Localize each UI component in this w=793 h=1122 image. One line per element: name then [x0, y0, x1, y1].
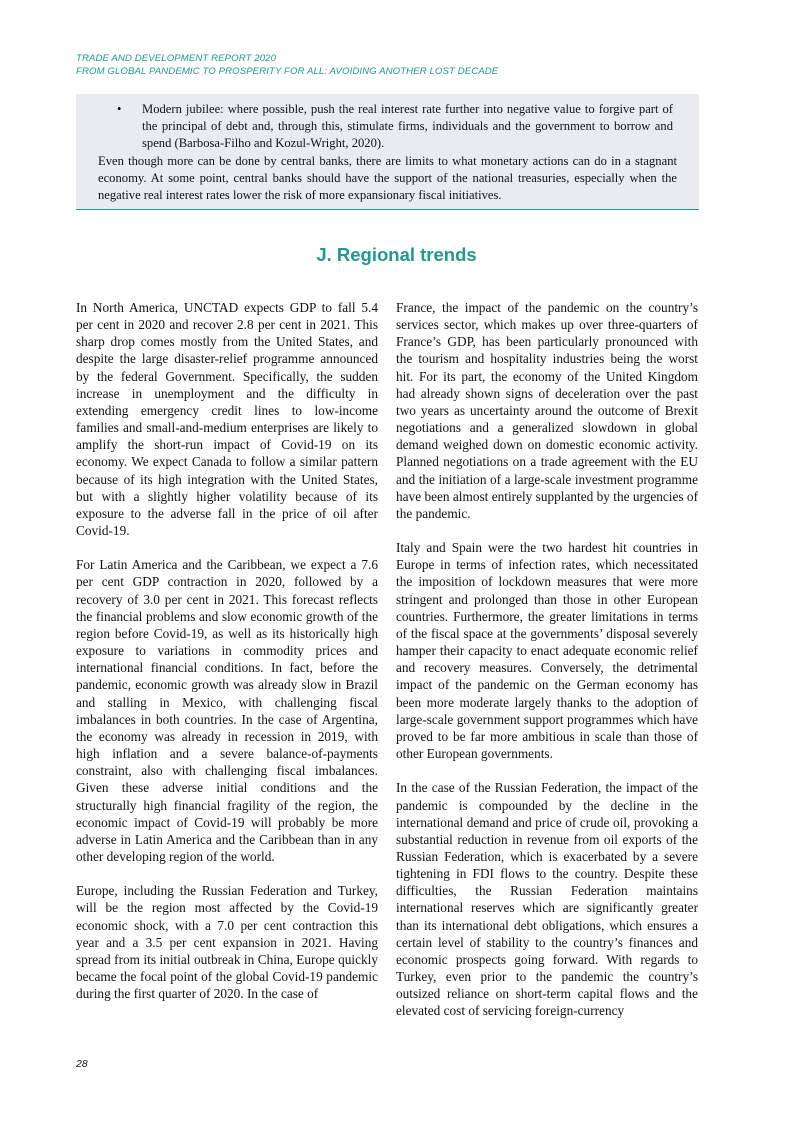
report-subtitle: FROM GLOBAL PANDEMIC TO PROSPERITY FOR ALL: AVOIDING ANOTHER LOST DECADE — [76, 66, 499, 77]
page-number: 28 — [76, 1058, 88, 1070]
paragraph: In the case of the Russian Federation, the impact of the pandemic is compounded by the decline in the international demand and price of crude oil, provoking a substantial reduction in revenue from oil exports of the Russian Federation, which is exacerbated by a severe tightening in FDI flows to the country. Despite these difficulties, the Russian Federation maintains international reserves which are significantly greater than its international debt obligations, which ensures a certain level of stability to the country’s finances and economic prospects going forward. With regards to Turkey, even prior to the pandemic the country’s outsized reliance on short-term capital flows and the elevated cost of servicing foreign-currency — [396, 780, 698, 1019]
left-column — [76, 299, 378, 1020]
bullet-item — [98, 101, 677, 152]
section-title: J. Regional trends — [316, 244, 477, 265]
paragraph: In North America, UNCTAD expects GDP to fall 5.4 per cent in 2020 and recover 2.8 per cent in 2021. This sharp drop comes mostly from the United States, and despite the large disaster-relief programme announced by the federal Government. Specifically, the sudden increase in unemployment and the difficulty in extending emergency credit lines to low-income families and small-and-medium enterprises are likely to amplify the short-run impact of Covid-19 on its economy. We expect Canada to follow a similar pattern because of its high integration with the United States, but with a slightly higher volatility because of its exposure to the adverse fall in the price of oil after Covid-19. — [76, 300, 378, 539]
boxed-text — [76, 94, 699, 210]
right-column — [396, 299, 698, 1037]
paragraph: France, the impact of the pandemic on the country’s services sector, which makes up over three-quarters of France’s GDP, has been particularly pronounced with the tourism and hospitality industries being the worst hit. For its part, the economy of the United Kingdom had already shown signs of deceleration over the past two years as uncertainty around the outcome of Brexit negotiations and a generalized slowdown in global demand weighed down on domestic economic activity. Planned negotiations on a trade agreement with the EU and the initiation of a large-scale investment programme have been almost entirely supplanted by the urgencies of the pandemic. — [396, 300, 698, 521]
report-title: TRADE AND DEVELOPMENT REPORT 2020 — [76, 53, 277, 64]
bullet-mark: • — [117, 102, 122, 116]
paragraph: Italy and Spain were the two hardest hit countries in Europe in terms of infection rates, which necessitated the imposition of lockdown measures that were more stringent and prolonged than those in other European countries. Furthermore, the greater limitations in terms of the fiscal space at the governments’ disposal severely hamper their capacity to enact adequate economic relief and recovery measures. Conversely, the detrimental impact of the pandemic on the German economy has been more moderate largely thanks to the adoption of large-scale government support programmes which have proved to be far more ambitious in scale than those of other European governments. — [396, 540, 698, 762]
paragraph: Europe, including the Russian Federation and Turkey, will be the region most affected by the Covid-19 economic shock, with a 7.0 per cent contraction this year and a 3.5 per cent expansion in 2021. Having spread from its initial outbreak in China, Europe quickly became the focal point of the global Covid-19 pandemic during the first quarter of 2020. In the case of — [76, 883, 378, 1002]
paragraph: For Latin America and the Caribbean, we expect a 7.6 per cent GDP contraction in 2020, followed by a recovery of 3.0 per cent in 2021. This forecast reflects the financial problems and slow economic growth of the region before Covid-19, as well as its historically high exposure to variations in commodity prices and international financial conditions. In fact, before the pandemic, economic growth was already slow in Brazil and stalling in Mexico, with challenging fiscal imbalances in both countries. In the case of Argentina, the economy was already in recession in 2019, with high inflation and a severe balance-of-payments constraint, also with challenging fiscal imbalances. Given these adverse initial conditions and the structurally high financial fragility of the region, the economic impact of Covid-19 will probably be more adverse in Latin America and the Caribbean than in any other developing region of the world. — [76, 557, 378, 864]
box-paragraph: Even though more can be done by central banks, there are limits to what monetary actions can do in a stagnant economy. At some point, central banks should have the support of the national treasuries, especially when the negative real interest rates lower the risk of more expansionary fiscal initiatives. — [98, 154, 677, 202]
running-header — [76, 52, 716, 78]
bullet-text: Modern jubilee: where possible, push the real interest rate further into negative value to forgive part of the principal of debt and, through this, stimulate firms, individuals and the government to borrow and spend (Barbosa-Filho and Kozul-Wright, 2020). — [142, 102, 673, 150]
